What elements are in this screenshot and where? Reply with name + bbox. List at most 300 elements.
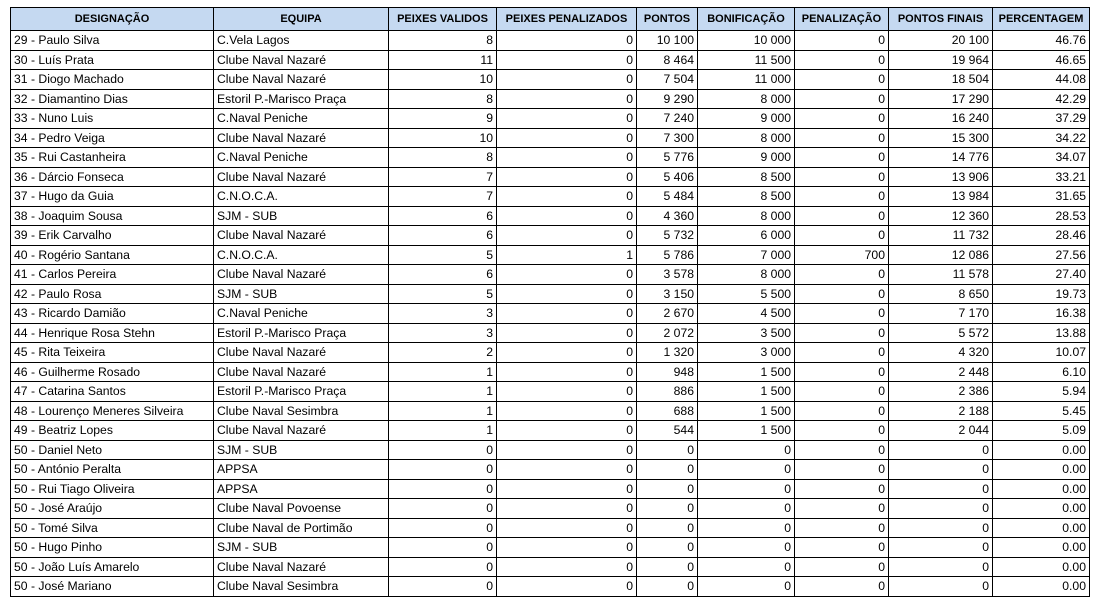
penalizacao-cell: 0 bbox=[795, 206, 889, 226]
percentagem-cell: 46.76 bbox=[993, 31, 1090, 51]
peixes-validos-cell: 1 bbox=[389, 362, 497, 382]
bonificacao-cell: 8 500 bbox=[698, 167, 795, 187]
designacao-cell: 34 - Pedro Veiga bbox=[11, 128, 214, 148]
designacao-cell: 47 - Catarina Santos bbox=[11, 382, 214, 402]
table-row bbox=[11, 50, 1090, 70]
designacao-cell: 44 - Henrique Rosa Stehn bbox=[11, 323, 214, 343]
designacao-cell: 29 - Paulo Silva bbox=[11, 31, 214, 51]
designacao-cell: 49 - Beatriz Lopes bbox=[11, 421, 214, 441]
pontos-cell: 8 464 bbox=[637, 50, 698, 70]
pontos-finais-cell: 13 906 bbox=[889, 167, 993, 187]
equipa-cell: Estoril P.-Marisco Praça bbox=[214, 323, 389, 343]
equipa-cell: Clube Naval Nazaré bbox=[214, 50, 389, 70]
table-row bbox=[11, 538, 1090, 558]
pontos-cell: 3 150 bbox=[637, 284, 698, 304]
percentagem-cell: 28.53 bbox=[993, 206, 1090, 226]
peixes-penalizados-cell: 0 bbox=[497, 128, 637, 148]
table-row bbox=[11, 265, 1090, 285]
table-row bbox=[11, 440, 1090, 460]
pontos-finais-cell: 2 188 bbox=[889, 401, 993, 421]
equipa-cell: Clube Naval Nazaré bbox=[214, 167, 389, 187]
designacao-cell: 43 - Ricardo Damião bbox=[11, 304, 214, 324]
bonificacao-cell: 8 000 bbox=[698, 128, 795, 148]
bonificacao-cell: 0 bbox=[698, 538, 795, 558]
pontos-finais-cell: 17 290 bbox=[889, 89, 993, 109]
bonificacao-cell: 5 500 bbox=[698, 284, 795, 304]
pontos-cell: 0 bbox=[637, 460, 698, 480]
bonificacao-cell: 0 bbox=[698, 557, 795, 577]
table-row bbox=[11, 460, 1090, 480]
pontos-cell: 7 504 bbox=[637, 70, 698, 90]
pontos-cell: 5 786 bbox=[637, 245, 698, 265]
percentagem-cell: 44.08 bbox=[993, 70, 1090, 90]
pontos-cell: 948 bbox=[637, 362, 698, 382]
pontos-finais-cell: 13 984 bbox=[889, 187, 993, 207]
pontos-cell: 0 bbox=[637, 577, 698, 597]
equipa-cell: Clube Naval Nazaré bbox=[214, 343, 389, 363]
penalizacao-cell: 0 bbox=[795, 557, 889, 577]
peixes-penalizados-cell: 0 bbox=[497, 401, 637, 421]
pontos-finais-cell: 0 bbox=[889, 577, 993, 597]
percentagem-cell: 34.07 bbox=[993, 148, 1090, 168]
pontos-finais-cell: 0 bbox=[889, 538, 993, 558]
pontos-cell: 0 bbox=[637, 557, 698, 577]
peixes-validos-cell: 3 bbox=[389, 304, 497, 324]
peixes-validos-cell: 1 bbox=[389, 401, 497, 421]
pontos-cell: 0 bbox=[637, 440, 698, 460]
percentagem-cell: 16.38 bbox=[993, 304, 1090, 324]
peixes-penalizados-cell: 0 bbox=[497, 284, 637, 304]
bonificacao-cell: 0 bbox=[698, 577, 795, 597]
penalizacao-cell: 0 bbox=[795, 265, 889, 285]
peixes-penalizados-cell: 0 bbox=[497, 323, 637, 343]
bonificacao-cell: 8 000 bbox=[698, 206, 795, 226]
header-row bbox=[11, 8, 1090, 31]
percentagem-cell: 42.29 bbox=[993, 89, 1090, 109]
pontos-cell: 544 bbox=[637, 421, 698, 441]
equipa-cell: SJM - SUB bbox=[214, 538, 389, 558]
peixes-penalizados-cell: 0 bbox=[497, 70, 637, 90]
percentagem-cell: 19.73 bbox=[993, 284, 1090, 304]
pontos-cell: 5 732 bbox=[637, 226, 698, 246]
penalizacao-cell: 0 bbox=[795, 577, 889, 597]
peixes-validos-cell: 6 bbox=[389, 265, 497, 285]
equipa-cell: APPSA bbox=[214, 479, 389, 499]
bonificacao-cell: 9 000 bbox=[698, 148, 795, 168]
designacao-cell: 33 - Nuno Luis bbox=[11, 109, 214, 129]
penalizacao-cell: 0 bbox=[795, 128, 889, 148]
peixes-validos-cell: 0 bbox=[389, 479, 497, 499]
table-row bbox=[11, 304, 1090, 324]
percentagem-cell: 10.07 bbox=[993, 343, 1090, 363]
peixes-validos-cell: 1 bbox=[389, 421, 497, 441]
penalizacao-cell: 0 bbox=[795, 109, 889, 129]
percentagem-cell: 28.46 bbox=[993, 226, 1090, 246]
designacao-cell: 50 - António Peralta bbox=[11, 460, 214, 480]
percentagem-cell: 0.00 bbox=[993, 557, 1090, 577]
percentagem-cell: 0.00 bbox=[993, 518, 1090, 538]
bonificacao-cell: 0 bbox=[698, 460, 795, 480]
penalizacao-cell: 0 bbox=[795, 70, 889, 90]
peixes-penalizados-cell: 0 bbox=[497, 226, 637, 246]
penalizacao-cell: 0 bbox=[795, 284, 889, 304]
designacao-cell: 45 - Rita Teixeira bbox=[11, 343, 214, 363]
table-row bbox=[11, 284, 1090, 304]
column-header-pontos-finais: PONTOS FINAIS bbox=[889, 8, 993, 31]
peixes-validos-cell: 9 bbox=[389, 109, 497, 129]
designacao-cell: 46 - Guilherme Rosado bbox=[11, 362, 214, 382]
peixes-validos-cell: 7 bbox=[389, 187, 497, 207]
table-row bbox=[11, 206, 1090, 226]
percentagem-cell: 0.00 bbox=[993, 538, 1090, 558]
table-row bbox=[11, 109, 1090, 129]
penalizacao-cell: 0 bbox=[795, 304, 889, 324]
penalizacao-cell: 0 bbox=[795, 226, 889, 246]
percentagem-cell: 27.40 bbox=[993, 265, 1090, 285]
equipa-cell: C.N.O.C.A. bbox=[214, 187, 389, 207]
peixes-penalizados-cell: 0 bbox=[497, 167, 637, 187]
peixes-penalizados-cell: 0 bbox=[497, 518, 637, 538]
designacao-cell: 31 - Diogo Machado bbox=[11, 70, 214, 90]
column-header-peixes-penalizados: PEIXES PENALIZADOS bbox=[497, 8, 637, 31]
column-header-designacao: DESIGNAÇÃO bbox=[11, 8, 214, 31]
penalizacao-cell: 0 bbox=[795, 323, 889, 343]
pontos-finais-cell: 19 964 bbox=[889, 50, 993, 70]
table-row bbox=[11, 128, 1090, 148]
bonificacao-cell: 0 bbox=[698, 440, 795, 460]
equipa-cell: Clube Naval Nazaré bbox=[214, 265, 389, 285]
peixes-penalizados-cell: 0 bbox=[497, 460, 637, 480]
percentagem-cell: 0.00 bbox=[993, 440, 1090, 460]
equipa-cell: APPSA bbox=[214, 460, 389, 480]
percentagem-cell: 6.10 bbox=[993, 362, 1090, 382]
designacao-cell: 40 - Rogério Santana bbox=[11, 245, 214, 265]
designacao-cell: 48 - Lourenço Meneres Silveira bbox=[11, 401, 214, 421]
pontos-finais-cell: 18 504 bbox=[889, 70, 993, 90]
bonificacao-cell: 6 000 bbox=[698, 226, 795, 246]
peixes-penalizados-cell: 0 bbox=[497, 577, 637, 597]
peixes-validos-cell: 0 bbox=[389, 499, 497, 519]
peixes-validos-cell: 0 bbox=[389, 557, 497, 577]
pontos-finais-cell: 16 240 bbox=[889, 109, 993, 129]
designacao-cell: 50 - Daniel Neto bbox=[11, 440, 214, 460]
equipa-cell: Clube Naval Nazaré bbox=[214, 421, 389, 441]
percentagem-cell: 0.00 bbox=[993, 479, 1090, 499]
penalizacao-cell: 700 bbox=[795, 245, 889, 265]
table-row bbox=[11, 31, 1090, 51]
designacao-cell: 50 - José Araújo bbox=[11, 499, 214, 519]
designacao-cell: 36 - Dárcio Fonseca bbox=[11, 167, 214, 187]
percentagem-cell: 0.00 bbox=[993, 499, 1090, 519]
equipa-cell: Estoril P.-Marisco Praça bbox=[214, 382, 389, 402]
percentagem-cell: 27.56 bbox=[993, 245, 1090, 265]
peixes-penalizados-cell: 0 bbox=[497, 265, 637, 285]
equipa-cell: C.Vela Lagos bbox=[214, 31, 389, 51]
penalizacao-cell: 0 bbox=[795, 148, 889, 168]
percentagem-cell: 31.65 bbox=[993, 187, 1090, 207]
peixes-validos-cell: 3 bbox=[389, 323, 497, 343]
designacao-cell: 50 - Hugo Pinho bbox=[11, 538, 214, 558]
equipa-cell: C.Naval Peniche bbox=[214, 109, 389, 129]
peixes-validos-cell: 0 bbox=[389, 440, 497, 460]
equipa-cell: SJM - SUB bbox=[214, 440, 389, 460]
peixes-validos-cell: 10 bbox=[389, 128, 497, 148]
penalizacao-cell: 0 bbox=[795, 499, 889, 519]
pontos-cell: 0 bbox=[637, 499, 698, 519]
column-header-peixes-validos: PEIXES VALIDOS bbox=[389, 8, 497, 31]
table-row bbox=[11, 401, 1090, 421]
table-row bbox=[11, 148, 1090, 168]
peixes-validos-cell: 0 bbox=[389, 538, 497, 558]
peixes-validos-cell: 10 bbox=[389, 70, 497, 90]
equipa-cell: Clube Naval Nazaré bbox=[214, 557, 389, 577]
bonificacao-cell: 3 500 bbox=[698, 323, 795, 343]
peixes-penalizados-cell: 0 bbox=[497, 206, 637, 226]
peixes-penalizados-cell: 0 bbox=[497, 557, 637, 577]
peixes-penalizados-cell: 0 bbox=[497, 343, 637, 363]
pontos-cell: 9 290 bbox=[637, 89, 698, 109]
bonificacao-cell: 10 000 bbox=[698, 31, 795, 51]
peixes-penalizados-cell: 0 bbox=[497, 538, 637, 558]
peixes-penalizados-cell: 0 bbox=[497, 31, 637, 51]
pontos-cell: 688 bbox=[637, 401, 698, 421]
bonificacao-cell: 1 500 bbox=[698, 401, 795, 421]
equipa-cell: SJM - SUB bbox=[214, 284, 389, 304]
pontos-finais-cell: 7 170 bbox=[889, 304, 993, 324]
designacao-cell: 39 - Erik Carvalho bbox=[11, 226, 214, 246]
table-row bbox=[11, 70, 1090, 90]
peixes-validos-cell: 8 bbox=[389, 148, 497, 168]
table-row bbox=[11, 226, 1090, 246]
penalizacao-cell: 0 bbox=[795, 343, 889, 363]
pontos-finais-cell: 2 044 bbox=[889, 421, 993, 441]
equipa-cell: C.Naval Peniche bbox=[214, 304, 389, 324]
peixes-validos-cell: 6 bbox=[389, 226, 497, 246]
bonificacao-cell: 8 500 bbox=[698, 187, 795, 207]
bonificacao-cell: 3 000 bbox=[698, 343, 795, 363]
penalizacao-cell: 0 bbox=[795, 382, 889, 402]
pontos-cell: 0 bbox=[637, 479, 698, 499]
peixes-validos-cell: 8 bbox=[389, 89, 497, 109]
pontos-finais-cell: 0 bbox=[889, 440, 993, 460]
equipa-cell: Clube Naval Nazaré bbox=[214, 128, 389, 148]
table-row bbox=[11, 245, 1090, 265]
bonificacao-cell: 9 000 bbox=[698, 109, 795, 129]
bonificacao-cell: 0 bbox=[698, 518, 795, 538]
table-row bbox=[11, 343, 1090, 363]
designacao-cell: 50 - João Luís Amarelo bbox=[11, 557, 214, 577]
equipa-cell: Clube Naval Sesimbra bbox=[214, 577, 389, 597]
percentagem-cell: 5.09 bbox=[993, 421, 1090, 441]
results-table bbox=[10, 7, 1090, 597]
peixes-validos-cell: 0 bbox=[389, 460, 497, 480]
equipa-cell: Clube Naval de Portimão bbox=[214, 518, 389, 538]
pontos-finais-cell: 11 732 bbox=[889, 226, 993, 246]
equipa-cell: Clube Naval Nazaré bbox=[214, 362, 389, 382]
peixes-penalizados-cell: 1 bbox=[497, 245, 637, 265]
pontos-finais-cell: 4 320 bbox=[889, 343, 993, 363]
bonificacao-cell: 1 500 bbox=[698, 421, 795, 441]
table-row bbox=[11, 479, 1090, 499]
percentagem-cell: 33.21 bbox=[993, 167, 1090, 187]
pontos-finais-cell: 12 360 bbox=[889, 206, 993, 226]
peixes-validos-cell: 7 bbox=[389, 167, 497, 187]
designacao-cell: 35 - Rui Castanheira bbox=[11, 148, 214, 168]
equipa-cell: Clube Naval Sesimbra bbox=[214, 401, 389, 421]
peixes-validos-cell: 11 bbox=[389, 50, 497, 70]
pontos-cell: 0 bbox=[637, 538, 698, 558]
peixes-penalizados-cell: 0 bbox=[497, 109, 637, 129]
bonificacao-cell: 4 500 bbox=[698, 304, 795, 324]
pontos-cell: 10 100 bbox=[637, 31, 698, 51]
column-header-percentagem: PERCENTAGEM bbox=[993, 8, 1090, 31]
penalizacao-cell: 0 bbox=[795, 440, 889, 460]
pontos-finais-cell: 15 300 bbox=[889, 128, 993, 148]
peixes-validos-cell: 0 bbox=[389, 577, 497, 597]
designacao-cell: 38 - Joaquim Sousa bbox=[11, 206, 214, 226]
percentagem-cell: 5.45 bbox=[993, 401, 1090, 421]
pontos-cell: 4 360 bbox=[637, 206, 698, 226]
penalizacao-cell: 0 bbox=[795, 421, 889, 441]
table-row bbox=[11, 518, 1090, 538]
percentagem-cell: 0.00 bbox=[993, 460, 1090, 480]
penalizacao-cell: 0 bbox=[795, 518, 889, 538]
table-row bbox=[11, 187, 1090, 207]
pontos-cell: 1 320 bbox=[637, 343, 698, 363]
pontos-cell: 7 300 bbox=[637, 128, 698, 148]
percentagem-cell: 37.29 bbox=[993, 109, 1090, 129]
peixes-penalizados-cell: 0 bbox=[497, 187, 637, 207]
table-row bbox=[11, 323, 1090, 343]
pontos-finais-cell: 12 086 bbox=[889, 245, 993, 265]
peixes-validos-cell: 2 bbox=[389, 343, 497, 363]
penalizacao-cell: 0 bbox=[795, 50, 889, 70]
bonificacao-cell: 8 000 bbox=[698, 89, 795, 109]
penalizacao-cell: 0 bbox=[795, 167, 889, 187]
penalizacao-cell: 0 bbox=[795, 460, 889, 480]
peixes-penalizados-cell: 0 bbox=[497, 382, 637, 402]
equipa-cell: Clube Naval Povoense bbox=[214, 499, 389, 519]
percentagem-cell: 5.94 bbox=[993, 382, 1090, 402]
penalizacao-cell: 0 bbox=[795, 187, 889, 207]
pontos-finais-cell: 0 bbox=[889, 518, 993, 538]
peixes-penalizados-cell: 0 bbox=[497, 304, 637, 324]
pontos-cell: 886 bbox=[637, 382, 698, 402]
bonificacao-cell: 1 500 bbox=[698, 362, 795, 382]
percentagem-cell: 0.00 bbox=[993, 577, 1090, 597]
pontos-finais-cell: 14 776 bbox=[889, 148, 993, 168]
penalizacao-cell: 0 bbox=[795, 401, 889, 421]
percentagem-cell: 34.22 bbox=[993, 128, 1090, 148]
pontos-finais-cell: 0 bbox=[889, 499, 993, 519]
peixes-penalizados-cell: 0 bbox=[497, 479, 637, 499]
peixes-penalizados-cell: 0 bbox=[497, 50, 637, 70]
penalizacao-cell: 0 bbox=[795, 362, 889, 382]
pontos-finais-cell: 11 578 bbox=[889, 265, 993, 285]
table-row bbox=[11, 362, 1090, 382]
equipa-cell: C.N.O.C.A. bbox=[214, 245, 389, 265]
equipa-cell: Clube Naval Nazaré bbox=[214, 70, 389, 90]
peixes-penalizados-cell: 0 bbox=[497, 421, 637, 441]
peixes-validos-cell: 0 bbox=[389, 518, 497, 538]
table-row bbox=[11, 499, 1090, 519]
peixes-penalizados-cell: 0 bbox=[497, 362, 637, 382]
table-row bbox=[11, 421, 1090, 441]
designacao-cell: 37 - Hugo da Guia bbox=[11, 187, 214, 207]
peixes-validos-cell: 1 bbox=[389, 382, 497, 402]
pontos-finais-cell: 2 386 bbox=[889, 382, 993, 402]
peixes-validos-cell: 5 bbox=[389, 284, 497, 304]
bonificacao-cell: 11 000 bbox=[698, 70, 795, 90]
designacao-cell: 42 - Paulo Rosa bbox=[11, 284, 214, 304]
designacao-cell: 50 - Rui Tiago Oliveira bbox=[11, 479, 214, 499]
bonificacao-cell: 1 500 bbox=[698, 382, 795, 402]
designacao-cell: 50 - Tomé Silva bbox=[11, 518, 214, 538]
pontos-finais-cell: 20 100 bbox=[889, 31, 993, 51]
penalizacao-cell: 0 bbox=[795, 538, 889, 558]
column-header-bonificacao: BONIFICAÇÃO bbox=[698, 8, 795, 31]
peixes-penalizados-cell: 0 bbox=[497, 440, 637, 460]
peixes-penalizados-cell: 0 bbox=[497, 148, 637, 168]
bonificacao-cell: 8 000 bbox=[698, 265, 795, 285]
designacao-cell: 50 - José Mariano bbox=[11, 577, 214, 597]
pontos-finais-cell: 0 bbox=[889, 557, 993, 577]
percentagem-cell: 13.88 bbox=[993, 323, 1090, 343]
table-row bbox=[11, 577, 1090, 597]
pontos-cell: 2 670 bbox=[637, 304, 698, 324]
bonificacao-cell: 7 000 bbox=[698, 245, 795, 265]
pontos-finais-cell: 0 bbox=[889, 460, 993, 480]
pontos-cell: 5 484 bbox=[637, 187, 698, 207]
bonificacao-cell: 11 500 bbox=[698, 50, 795, 70]
pontos-cell: 2 072 bbox=[637, 323, 698, 343]
pontos-cell: 3 578 bbox=[637, 265, 698, 285]
pontos-finais-cell: 8 650 bbox=[889, 284, 993, 304]
equipa-cell: C.Naval Peniche bbox=[214, 148, 389, 168]
table-body bbox=[11, 31, 1090, 597]
bonificacao-cell: 0 bbox=[698, 499, 795, 519]
designacao-cell: 32 - Diamantino Dias bbox=[11, 89, 214, 109]
peixes-penalizados-cell: 0 bbox=[497, 499, 637, 519]
pontos-finais-cell: 2 448 bbox=[889, 362, 993, 382]
column-header-equipa: EQUIPA bbox=[214, 8, 389, 31]
peixes-validos-cell: 6 bbox=[389, 206, 497, 226]
penalizacao-cell: 0 bbox=[795, 31, 889, 51]
column-header-pontos: PONTOS bbox=[637, 8, 698, 31]
pontos-finais-cell: 0 bbox=[889, 479, 993, 499]
peixes-validos-cell: 8 bbox=[389, 31, 497, 51]
table-row bbox=[11, 167, 1090, 187]
pontos-cell: 5 776 bbox=[637, 148, 698, 168]
penalizacao-cell: 0 bbox=[795, 479, 889, 499]
column-header-penalizacao: PENALIZAÇÃO bbox=[795, 8, 889, 31]
table-row bbox=[11, 557, 1090, 577]
percentagem-cell: 46.65 bbox=[993, 50, 1090, 70]
equipa-cell: Clube Naval Nazaré bbox=[214, 226, 389, 246]
pontos-cell: 7 240 bbox=[637, 109, 698, 129]
designacao-cell: 41 - Carlos Pereira bbox=[11, 265, 214, 285]
penalizacao-cell: 0 bbox=[795, 89, 889, 109]
pontos-finais-cell: 5 572 bbox=[889, 323, 993, 343]
pontos-cell: 0 bbox=[637, 518, 698, 538]
bonificacao-cell: 0 bbox=[698, 479, 795, 499]
table-row bbox=[11, 382, 1090, 402]
peixes-penalizados-cell: 0 bbox=[497, 89, 637, 109]
equipa-cell: SJM - SUB bbox=[214, 206, 389, 226]
equipa-cell: Estoril P.-Marisco Praça bbox=[214, 89, 389, 109]
pontos-cell: 5 406 bbox=[637, 167, 698, 187]
designacao-cell: 30 - Luís Prata bbox=[11, 50, 214, 70]
